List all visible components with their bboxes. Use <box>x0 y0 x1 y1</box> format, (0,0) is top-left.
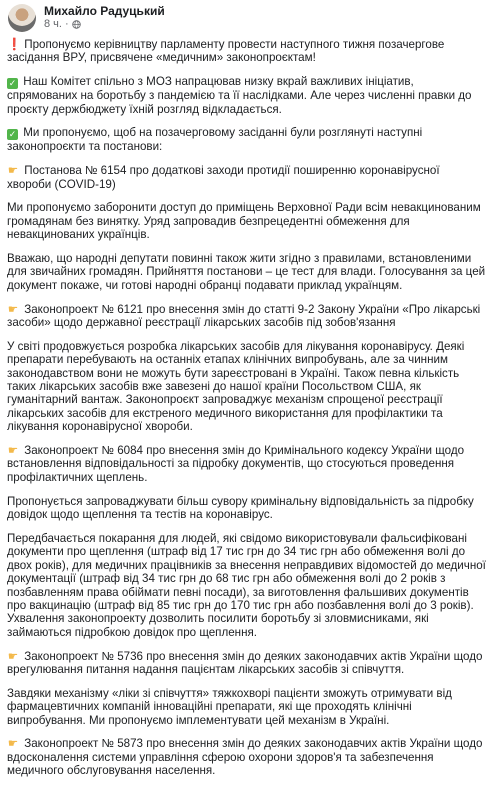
post-paragraph <box>7 687 486 727</box>
paragraph-text: Законопроект № 6121 про внесення змін до статті 9-2 Закону України «Про лікарські засоби» щодо державної реєстрації лікарських засобів під зобов'язання <box>7 302 481 330</box>
post-paragraph <box>7 75 486 116</box>
exclamation-icon: ❗ <box>7 38 22 51</box>
avatar[interactable] <box>8 4 36 32</box>
pointing-hand-icon: ☛ <box>7 649 19 663</box>
paragraph-text: Законопроект № 6084 про внесення змін до Кримінального кодексу України щодо встановлення відповідальності за підробку документів, що стосуються проведення профілактичних щеплень. <box>7 444 465 484</box>
pointing-hand-icon: ☛ <box>7 164 19 178</box>
paragraph-text: Постанова № 6154 про додаткові заходи протидії поширенню коронавірусної хвороби (COVID-19) <box>7 164 440 191</box>
post-paragraph <box>7 201 486 241</box>
post-paragraph <box>7 303 486 330</box>
checkmark-icon: ✓ <box>8 129 17 140</box>
author-name[interactable]: Михайло Радуцький <box>44 4 165 18</box>
post-paragraph <box>7 340 486 434</box>
post-paragraph <box>7 38 486 65</box>
paragraph-text: Передбачається покарання для людей, які свідомо використовували фальсифіковані документи про щеплення (штраф від 17 тис грн до 34 тис грн або обмеження волі до двох років), для медичних працівників за внесення неправдивих відомостей до медичної документації (штраф від 34 тис грн до 68 тис грн або обмеження волі до 2 років з позбавленням права обіймати певні посади), за виготовлення фальшивих документів про вакцинацію (штраф від 85 тис грн до 170 тис грн або позбавлення волі до 3 років). Ухвалення законопроекту дозволить посилити боротьбу зі зловмисниками, які займаються підробкою довідок про щеплення. <box>7 531 486 639</box>
separator-dot: · <box>64 18 69 30</box>
post-text <box>7 38 486 788</box>
post-paragraph <box>7 650 486 677</box>
paragraph-text: У світі продовжується розробка лікарських засобів для лікування коронавірусу. Деякі препарати перебувають на останніх етапах клінічних випробувань, але за чинним законодавством вони не можуть бути зареєстровані в Україні. Також певна кількість таких лікарських засобів вже завезені до нашої країни Посольством США, як гуманітарний вантаж. Законопроєкт запроваджує механізм спрощеної реєстрації лікарських засобів для екстреного медичного використання для профілактики та лікування коронавірусної хвороби. <box>7 339 465 434</box>
paragraph-text: Вважаю, що народні депутати повинні також жити згідно з правилами, встановленими для звичайних громадян. Прийняття постанови – це тест для влади. Голосування за цей документ покаже, чи готові народні обранці подавати приклад українцям. <box>7 252 486 292</box>
post-paragraph <box>7 126 486 153</box>
paragraph-text: Пропонується запроваджувати більш сувору кримінальну відповідальність за підробку довідок щодо щеплення та тестів на коронавірус. <box>7 494 474 522</box>
post-paragraph <box>7 737 486 777</box>
globe-icon <box>72 20 81 29</box>
paragraph-text: Законопроект № 5736 про внесення змін до деяких законодавчих актів України щодо врегулювання питання надання пацієнтам лікарських засобів зі співчуття. <box>7 649 483 676</box>
pointing-hand-icon: ☛ <box>7 302 19 316</box>
post-paragraph <box>7 444 486 484</box>
post-paragraph <box>7 495 486 522</box>
post-header <box>8 4 165 32</box>
pointing-hand-icon: ☛ <box>7 444 19 458</box>
paragraph-text: Завдяки механізму «ліки зі співчуття» тяжкохворі пацієнти зможуть отримувати від фармацевтичних компаній інноваційні препарати, які ще проходять клінічні випробування. Ми пропонуємо імплементувати цей механізм в Україні. <box>7 686 452 727</box>
pointing-hand-icon: ☛ <box>7 737 19 751</box>
paragraph-text: Ми пропонуємо заборонити доступ до приміщень Верховної Ради всім невакцинованим громадянам без винятку. Уряд запровадив безпрецедентні обмеження для невакцинованих українців. <box>7 201 481 242</box>
post-paragraph <box>7 164 486 191</box>
paragraph-text: Наш Комітет спільно з МОЗ напрацював низку вкрай важливих ініціатив, спрямованих на боротьбу з пандемією та її наслідками. Але через численні правки до проєкту держбюджету їхній розгляд відкладається. <box>7 75 472 116</box>
paragraph-text: Ми пропонуємо, щоб на позачерговому засіданні були розглянуті наступні законопроєкти та постанови: <box>7 126 423 154</box>
post-time-row <box>44 18 165 31</box>
post-time[interactable]: 8 ч. <box>44 18 62 30</box>
post-paragraph <box>7 532 486 639</box>
post-paragraph <box>7 252 486 292</box>
post-meta <box>44 4 165 31</box>
paragraph-text: Законопроект № 5873 про внесення змін до деяких законодавчих актів України щодо вдосконалення системи управління сферою охорони здоров'я та забезпечення медичного обслуговування населення. <box>7 737 483 778</box>
checkmark-icon: ✓ <box>8 78 17 89</box>
paragraph-text: Пропонуємо керівництву парламенту провести наступного тижня позачергове засідання ВРУ, присвячене «медичним» законопроєктам! <box>7 38 445 65</box>
